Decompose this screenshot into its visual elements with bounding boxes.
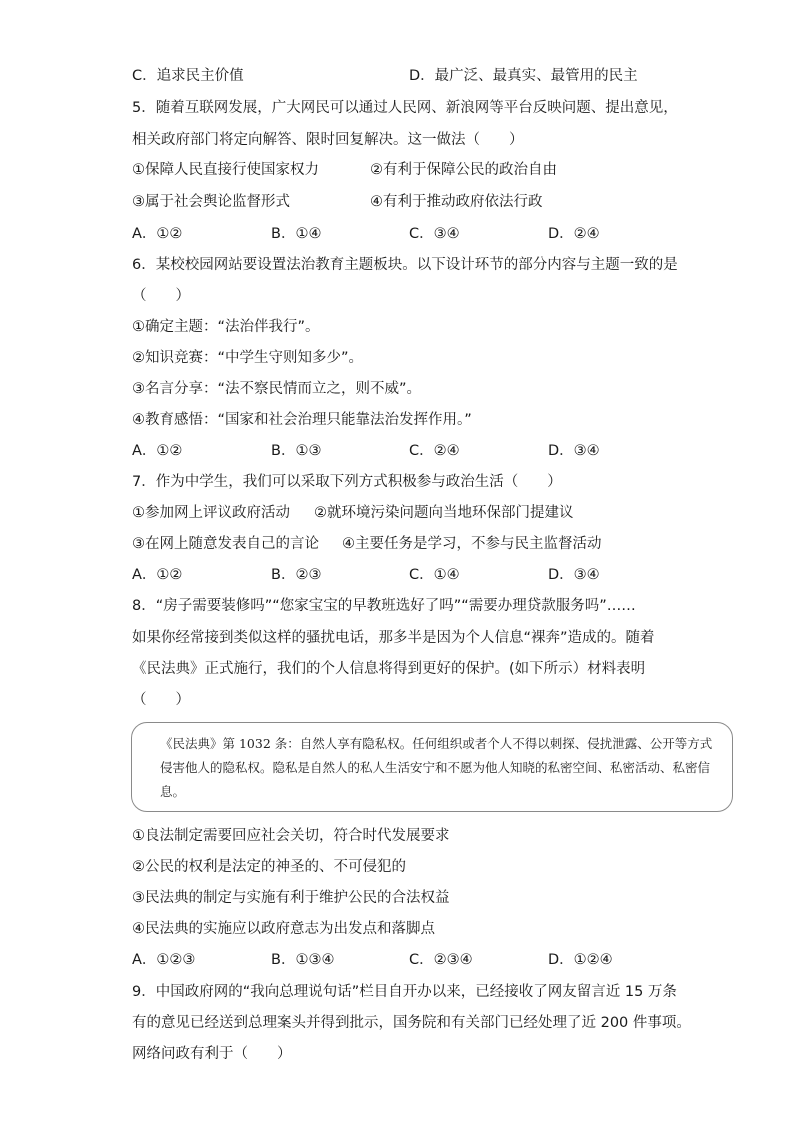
q6-stem-line-1: 6．某校校园网站要设置法治教育主题板块。以下设计环节的部分内容与主题一致的是: [132, 257, 678, 273]
q6-item-1: ①确定主题：“法治伴我行”。: [132, 319, 320, 335]
q6-item-4: ④教育感悟：“国家和社会治理只能靠法治发挥作用。”: [132, 412, 472, 428]
q6-option-c: C．②④: [409, 443, 460, 459]
q7-item-3: ③在网上随意发表自己的言论: [132, 536, 319, 552]
q5-stem-line-1: 5．随着互联网发展，广大网民可以通过人民网、新浪网等平台反映问题、提出意见，: [132, 100, 678, 116]
q9-stem-line-2: 有的意见已经送到总理案头并得到批示，国务院和有关部门已经处理了近 200 件事项。: [132, 1015, 691, 1031]
q5-item-4: ④有利于推动政府依法行政: [370, 194, 543, 210]
q7-item-1: ①参加网上评议政府活动: [132, 505, 290, 521]
q8-stem-line-4: （ ）: [132, 692, 190, 708]
q9-stem-line-3: 网络问政有利于（ ）: [132, 1046, 292, 1062]
q8-option-b: B．①③④: [271, 952, 335, 968]
q8-item-3: ③民法典的制定与实施有利于维护公民的合法权益: [132, 890, 450, 906]
q5-item-3: ③属于社会舆论监督形式: [132, 194, 290, 210]
q8-stem-line-1: 8．“房子需要装修吗”“您家宝宝的早教班选好了吗”“需要办理贷款服务吗”……: [132, 598, 636, 614]
q5-stem-line-2: 相关政府部门将定向解答、限时回复解决。这一做法（ ）: [132, 132, 524, 148]
q6-item-2: ②知识竞赛：“中学生守则知多少”。: [132, 350, 364, 366]
q6-option-a: A．①②: [132, 443, 183, 459]
civil-code-quote-text: 《民法典》第 1032 条：自然人享有隐私权。任何组织或者个人不得以刺探、侵扰泄露、公开等方式侵害他人的隐私权。隐私是自然人的私人生活安宁和不愿为他人知晓的私密空间、私密活动、私密信息。: [160, 736, 713, 799]
q5-option-a: A．①②: [132, 226, 183, 242]
q7-stem-line-1: 7．作为中学生，我们可以采取下列方式积极参与政治生活（ ）: [132, 474, 562, 490]
q5-item-2: ②有利于保障公民的政治自由: [370, 162, 557, 178]
q8-item-1: ①良法制定需要回应社会关切，符合时代发展要求: [132, 828, 450, 844]
q5-option-c: C．③④: [409, 226, 460, 242]
q8-option-c: C．②③④: [409, 952, 473, 968]
q8-option-a: A．①②③: [132, 952, 196, 968]
q7-option-b: B．②③: [271, 567, 322, 583]
q5-option-b: B．①④: [271, 226, 322, 242]
q7-option-c: C．①④: [409, 567, 460, 583]
q5-item-1: ①保障人民直接行使国家权力: [132, 162, 319, 178]
q9-stem-line-1: 9．中国政府网的“我向总理说句话”栏目自开办以来，已经接收了网友留言近 15 万条: [132, 984, 677, 1000]
q8-option-d: D．①②④: [548, 952, 613, 968]
q4-option-c: C．追求民主价值: [132, 68, 244, 84]
q6-option-d: D．③④: [548, 443, 600, 459]
q5-option-d: D．②④: [548, 226, 600, 242]
q7-item-4: ④主要任务是学习，不参与民主监督活动: [342, 536, 602, 552]
q6-item-3: ③名言分享：“法不察民情而立之，则不威”。: [132, 381, 422, 397]
q6-stem-line-2: （ ）: [132, 288, 190, 304]
q4-option-d: D．最广泛、最真实、最管用的民主: [409, 68, 638, 84]
q7-option-d: D．③④: [548, 567, 600, 583]
q8-item-4: ④民法典的实施应以政府意志为出发点和落脚点: [132, 921, 435, 937]
q7-option-a: A．①②: [132, 567, 183, 583]
q6-option-b: B．①③: [271, 443, 322, 459]
q8-stem-line-2: 如果你经常接到类似这样的骚扰电话，那多半是因为个人信息“裸奔”造成的。随着: [132, 630, 655, 646]
q7-item-2: ②就环境污染问题向当地环保部门提建议: [314, 505, 574, 521]
civil-code-quote-box: [131, 722, 733, 812]
q8-stem-line-3: 《民法典》正式施行，我们的个人信息将得到更好的保护。(如下所示）材料表明: [132, 661, 646, 677]
q8-item-2: ②公民的权利是法定的神圣的、不可侵犯的: [132, 859, 406, 875]
